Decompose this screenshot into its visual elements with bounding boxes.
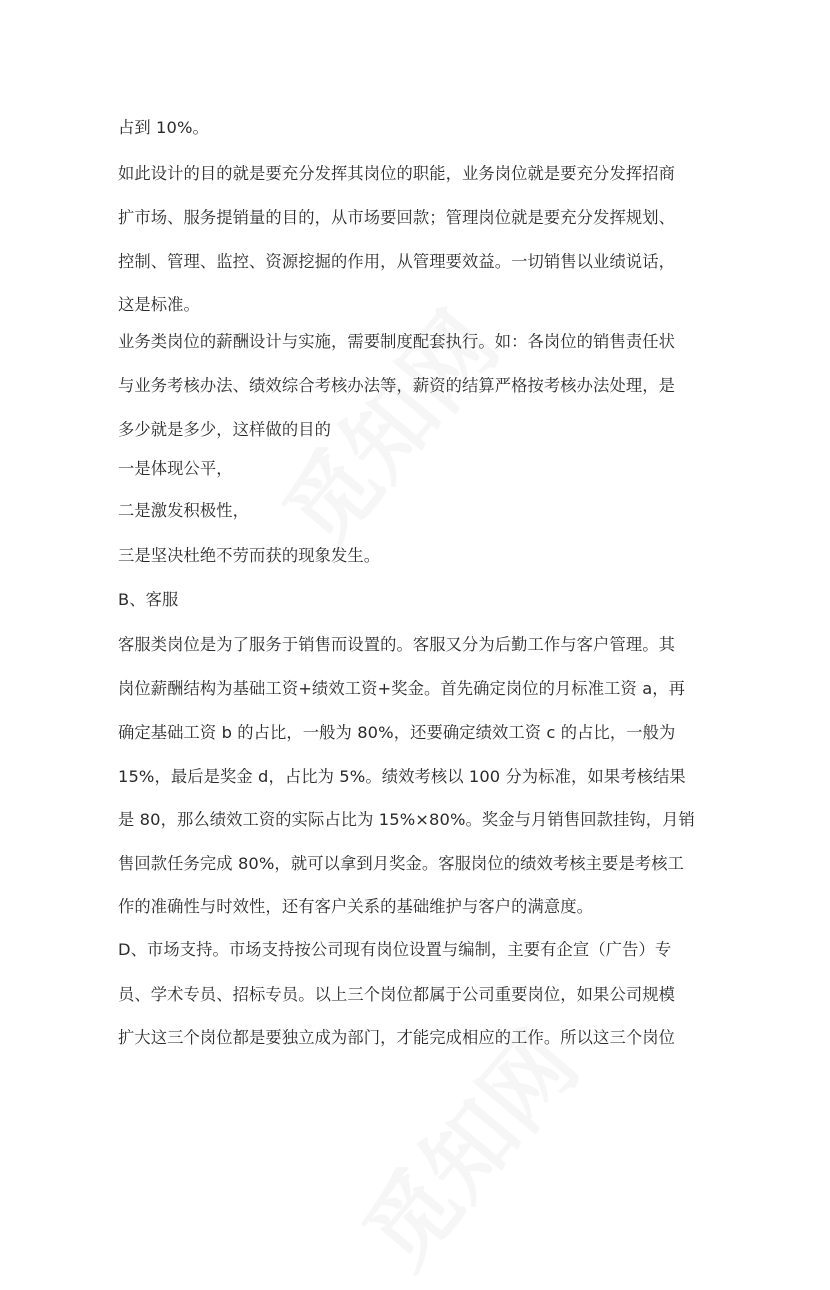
text-line: 扩大这三个岗位都是要独立成为部门，才能完成相应的工作。所以这三个岗位 <box>118 1028 675 1047</box>
text-line: 如此设计的目的就是要充分发挥其岗位的职能，业务岗位就是要充分发挥招商 <box>118 164 675 183</box>
text-line: 二是激发积极性， <box>118 501 250 520</box>
text-line: 岗位薪酬结构为基础工资+绩效工资+奖金。首先确定岗位的月标准工资 a，再 <box>118 679 686 698</box>
text-line: 占到 10%。 <box>118 118 209 137</box>
text-line: 三是坚决杜绝不劳而获的现象发生。 <box>118 546 381 565</box>
text-line: 控制、管理、监控、资源挖掘的作用，从管理要效益。一切销售以业绩说话， <box>118 252 675 271</box>
text-line: 售回款任务完成 80%，就可以拿到月奖金。客服岗位的绩效考核主要是考核工 <box>118 854 684 873</box>
text-line: 这是标准。 <box>118 295 200 314</box>
text-line: 一是体现公平， <box>118 459 233 478</box>
text-line: 是 80，那么绩效工资的实际占比为 15%×80%。奖金与月销售回款挂钩，月销 <box>118 810 695 829</box>
text-line: 客服类岗位是为了服务于销售而设置的。客服又分为后勤工作与客户管理。其 <box>118 635 675 654</box>
section-heading: B、客服 <box>118 590 179 609</box>
text-line: 确定基础工资 b 的占比，一般为 80%，还要确定绩效工资 c 的占比，一般为 <box>118 723 676 742</box>
text-line: 15%，最后是奖金 d，占比为 5%。绩效考核以 100 分为标准，如果考核结果 <box>118 767 686 786</box>
text-line: 业务类岗位的薪酬设计与实施，需要制度配套执行。如：各岗位的销售责任状 <box>118 332 675 351</box>
text-line: 作的准确性与时效性，还有客户关系的基础维护与客户的满意度。 <box>118 897 594 916</box>
text-line: 多少就是多少，这样做的目的 <box>118 420 331 439</box>
text-line: 员、学术专员、招标专员。以上三个岗位都属于公司重要岗位，如果公司规模 <box>118 985 675 1004</box>
text-line: D、市场支持。市场支持按公司现有岗位设置与编制，主要有企宣（广告）专 <box>118 940 672 959</box>
text-line: 扩市场、服务提销量的目的，从市场要回款；管理岗位就是要充分发挥规划、 <box>118 208 675 227</box>
text-line: 与业务考核办法、绩效综合考核办法等，薪资的结算严格按考核办法处理，是 <box>118 376 675 395</box>
